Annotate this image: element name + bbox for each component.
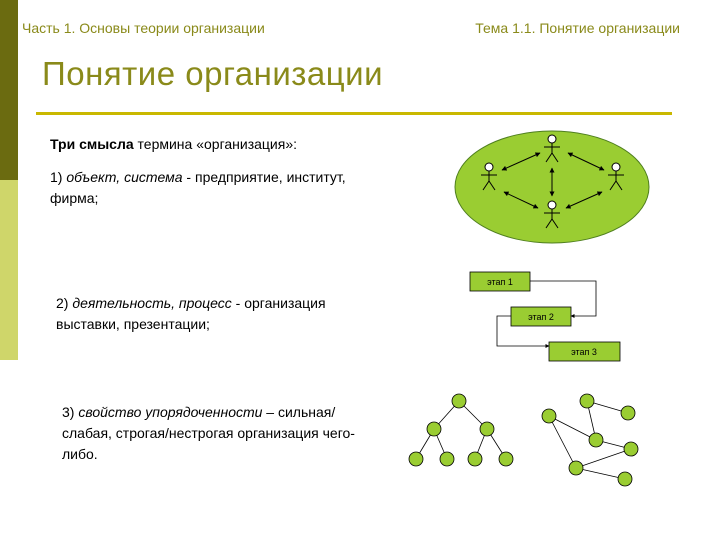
tree-node bbox=[440, 452, 454, 466]
network-node bbox=[569, 461, 583, 475]
tree-node bbox=[452, 394, 466, 408]
tree-node bbox=[480, 422, 494, 436]
stage-label: этап 3 bbox=[571, 347, 597, 357]
network-node bbox=[580, 394, 594, 408]
stage-label: этап 2 bbox=[528, 312, 554, 322]
tree-node bbox=[468, 452, 482, 466]
page-title: Понятие организации bbox=[42, 55, 384, 92]
process-diagram bbox=[470, 272, 620, 361]
network-node bbox=[542, 409, 556, 423]
tree-node bbox=[499, 452, 513, 466]
network-diagram bbox=[542, 394, 638, 486]
stage-label: этап 1 bbox=[487, 277, 513, 287]
meaning-3-term: свойство упорядоченности bbox=[78, 404, 263, 420]
intro-bold: Три смысла bbox=[50, 136, 134, 152]
network-node bbox=[621, 406, 635, 420]
meaning-2-term: деятельность, процесс bbox=[72, 295, 232, 311]
meaning-1-text: - предприятие, институт, фирма; bbox=[50, 169, 346, 206]
header-topic-label: Тема 1.1. Понятие организации bbox=[475, 20, 680, 36]
meaning-1-term: объект, система bbox=[66, 169, 183, 185]
tree-diagram bbox=[409, 394, 513, 466]
intro-rest: термина «организация»: bbox=[133, 136, 298, 152]
meaning-3-number: 3) bbox=[62, 404, 79, 420]
meaning-2-text: - организация выставки, презентации; bbox=[56, 295, 326, 332]
meaning-3-text: – сильная/слабая, строгая/нестрогая организация чего-либо. bbox=[62, 404, 355, 462]
tree-node bbox=[427, 422, 441, 436]
system-diagram bbox=[455, 131, 649, 243]
network-node bbox=[618, 472, 632, 486]
tree-node bbox=[409, 452, 423, 466]
meaning-1-number: 1) bbox=[50, 169, 67, 185]
meaning-2-number: 2) bbox=[56, 295, 73, 311]
network-node bbox=[624, 442, 638, 456]
header-section-label: Часть 1. Основы теории организации bbox=[22, 20, 265, 36]
network-node bbox=[589, 433, 603, 447]
